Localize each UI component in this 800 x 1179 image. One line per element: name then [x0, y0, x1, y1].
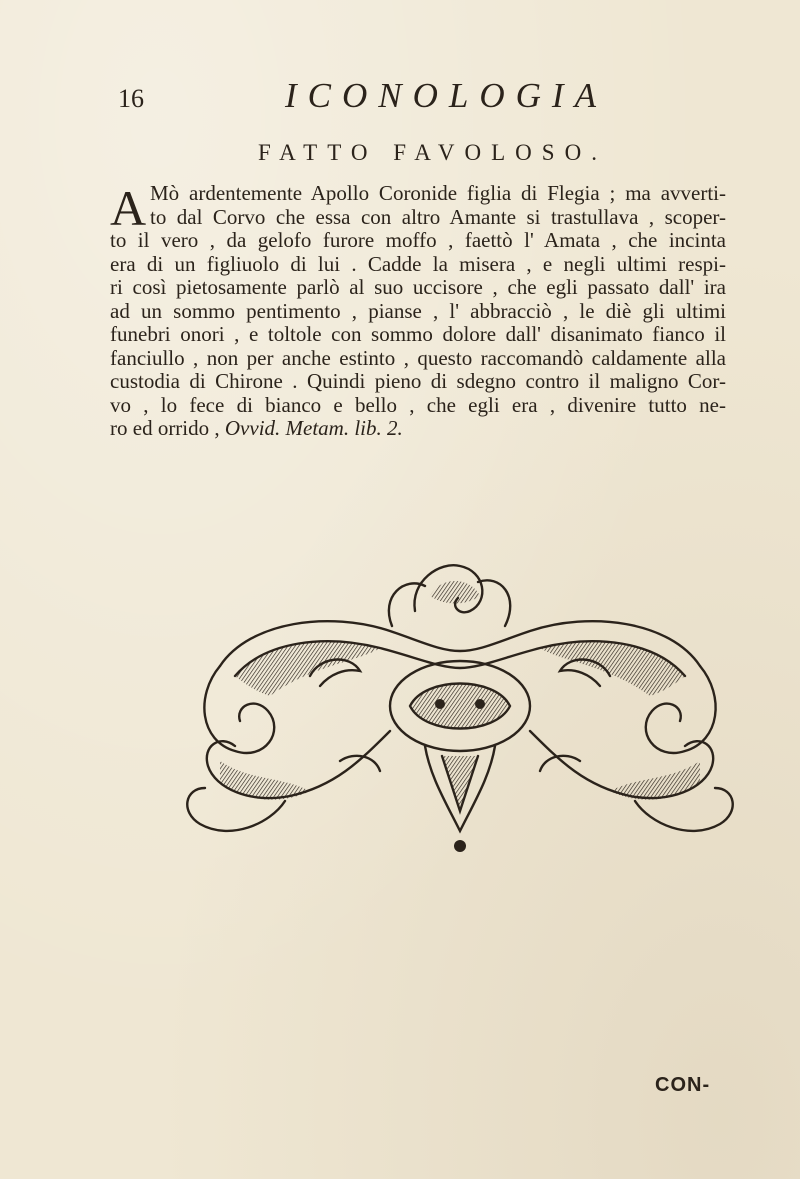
text-line: vo , lo fece di bianco e bello , che egli era , divenire tutto ne- — [110, 392, 726, 417]
text-line: era di un figliuolo di lui . Cadde la misera , e negli ultimi respi- — [110, 251, 726, 276]
drop-cap: A — [110, 180, 147, 236]
last-line-text: ro ed orrido , — [110, 416, 220, 440]
section-title: FATTO FAVOLOSO. — [258, 140, 607, 165]
running-title: ICONOLOGIA — [285, 76, 607, 115]
text-line: funebri onori , e toltole con sommo dolore dall' disanimato fianco il — [110, 322, 726, 346]
text-line: to dal Corvo che essa con altro Amante si trastullava , scoper- — [150, 204, 726, 229]
baroque-cartouche-ornament — [160, 556, 750, 866]
text-line: custodia di Chirone . Quindi pieno di sdegno contro il maligno Cor- — [110, 369, 726, 393]
text-line: ad un sommo pentimento , pianse , l' abbracciò , le diè gli ultimi — [110, 298, 726, 323]
citation: Ovvid. Metam. lib. 2. — [224, 416, 403, 440]
page-number: 16 — [118, 84, 144, 113]
text-line-last — [110, 417, 726, 441]
text-line: fanciullo , non per anche estinto , questo raccomandò caldamente alla — [110, 345, 726, 370]
text-line: Mò ardentemente Apollo Coronide figlia di Flegia ; ma avverti- — [150, 181, 726, 205]
body-text — [110, 182, 726, 441]
text-line: ri così pietosamente parlò al suo uccisore , che egli passato dall' ira — [110, 275, 726, 299]
catchword: CON- — [655, 1074, 711, 1096]
text-line: to il vero , da gelofo furore moffo , faettò l' Amata , che incinta — [110, 228, 726, 252]
